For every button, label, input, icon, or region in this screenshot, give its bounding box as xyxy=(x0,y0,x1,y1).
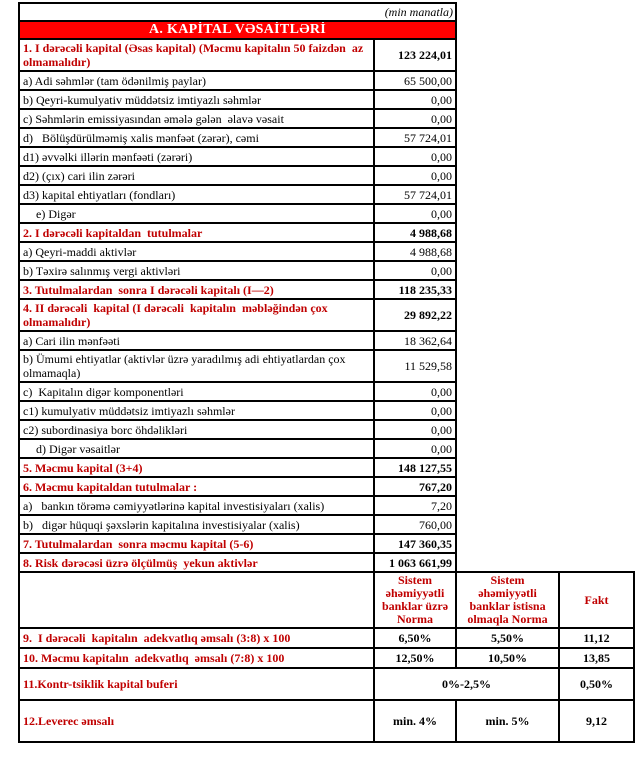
row-value: 11,12 xyxy=(559,628,634,648)
row-label: c1) kumulyativ müddətsiz imtiyazlı səhmlər xyxy=(19,401,374,420)
row-value: 0,00 xyxy=(374,420,456,439)
spacer-cell xyxy=(456,331,634,350)
spacer-cell xyxy=(456,496,634,515)
row-value: min. 4% xyxy=(374,700,456,742)
row-label: 7. Tutulmalardan sonra məcmu kapital (5-6) xyxy=(19,534,374,553)
unit-note: (min manatla) xyxy=(19,3,456,21)
row-value: 0,00 xyxy=(374,90,456,109)
row-label: a) Adi səhmlər (tam ödənilmiş paylar) xyxy=(19,71,374,90)
table-row xyxy=(19,204,634,223)
row-value: 65 500,00 xyxy=(374,71,456,90)
capital-adequacy-table xyxy=(18,2,635,743)
table-row xyxy=(19,90,634,109)
spacer-cell xyxy=(456,204,634,223)
row-label: 4. II dərəcəli kapital (I dərəcəli kapitalın məbləğindən çox olmamalıdır) xyxy=(19,299,374,331)
table-row xyxy=(19,223,634,242)
row-label: 9. I dərəcəli kapitalın adekvatlıq əmsalı (3:8) x 100 xyxy=(19,628,374,648)
row-value: 57 724,01 xyxy=(374,185,456,204)
table-row xyxy=(19,280,634,299)
spacer-cell xyxy=(456,147,634,166)
row-label: b) Ümumi ehtiyatlar (aktivlər üzrə yaradılmış adi ehtiyatlardan çox olmamaqla) xyxy=(19,350,374,382)
row-label: 1. I dərəcəli kapital (Əsas kapital) (Məcmu kapitalın 50 faizdən az olmamalıdır) xyxy=(19,39,374,71)
table-row xyxy=(19,147,634,166)
table-row xyxy=(19,185,634,204)
table-row xyxy=(19,242,634,261)
row-label: b) Təxirə salınmış vergi aktivləri xyxy=(19,261,374,280)
section-banner-title: A. KAPİTAL VƏSAİTLƏRİ xyxy=(19,21,456,39)
row-label: c) Kapitalın digər komponentləri xyxy=(19,382,374,401)
row-value: 0%-2,5% xyxy=(374,668,559,700)
spacer-cell xyxy=(456,3,634,21)
spacer-cell xyxy=(456,420,634,439)
table-row xyxy=(19,420,634,439)
row-label: 2. I dərəcəli kapitaldan tutulmalar xyxy=(19,223,374,242)
table-row xyxy=(19,331,634,350)
row-value: 123 224,01 xyxy=(374,39,456,71)
row-value: 29 892,22 xyxy=(374,299,456,331)
table-row xyxy=(19,128,634,147)
table-row xyxy=(19,439,634,458)
table-row xyxy=(19,166,634,185)
row-label: b) Qeyri-kumulyativ müddətsiz imtiyazlı səhmlər xyxy=(19,90,374,109)
spacer-cell xyxy=(456,90,634,109)
row-label: c) Səhmlərin emissiyasından əmələ gələn əlavə vəsait xyxy=(19,109,374,128)
spacer-cell xyxy=(456,280,634,299)
unit-note-row xyxy=(19,3,634,21)
table-row xyxy=(19,553,634,572)
table-row xyxy=(19,515,634,534)
spacer-cell xyxy=(456,553,634,572)
table-row xyxy=(19,39,634,71)
row-value: 18 362,64 xyxy=(374,331,456,350)
ratio-row xyxy=(19,700,634,742)
table-row xyxy=(19,534,634,553)
row-value: 767,20 xyxy=(374,477,456,496)
ratio-header-row xyxy=(19,572,634,628)
row-label: d2) (çıx) cari ilin zərəri xyxy=(19,166,374,185)
row-value: 0,00 xyxy=(374,204,456,223)
spacer-cell xyxy=(456,350,634,382)
spacer-cell xyxy=(456,185,634,204)
spacer-cell xyxy=(456,166,634,185)
row-label: 5. Məcmu kapital (3+4) xyxy=(19,458,374,477)
row-value: 4 988,68 xyxy=(374,223,456,242)
row-label: e) Digər xyxy=(19,204,374,223)
row-value: 13,85 xyxy=(559,648,634,668)
row-value: 9,12 xyxy=(559,700,634,742)
row-label: 3. Tutulmalardan sonra I dərəcəli kapitalı (I—2) xyxy=(19,280,374,299)
ratio-row xyxy=(19,668,634,700)
row-value: 0,00 xyxy=(374,109,456,128)
table-row xyxy=(19,350,634,382)
row-label: c2) subordinasiya borc öhdəlikləri xyxy=(19,420,374,439)
row-label: 11.Kontr-tsiklik kapital buferi xyxy=(19,668,374,700)
row-value: 12,50% xyxy=(374,648,456,668)
row-value: 5,50% xyxy=(456,628,559,648)
col-header-nonsystemic-norm: Sistem əhəmiyyətli banklar istisna olmaqla Norma xyxy=(456,572,559,628)
row-value: 0,00 xyxy=(374,261,456,280)
row-label: a) Qeyri-maddi aktivlər xyxy=(19,242,374,261)
row-label: 6. Məcmu kapitaldan tutulmalar : xyxy=(19,477,374,496)
row-label: d3) kapital ehtiyatları (fondları) xyxy=(19,185,374,204)
row-label: 12.Leverec əmsalı xyxy=(19,700,374,742)
spacer-cell xyxy=(456,261,634,280)
ratio-row xyxy=(19,628,634,648)
table-row xyxy=(19,382,634,401)
row-value: 0,00 xyxy=(374,382,456,401)
spacer-cell xyxy=(456,401,634,420)
spacer-cell xyxy=(456,477,634,496)
table-row xyxy=(19,71,634,90)
col-header-fact: Fakt xyxy=(559,572,634,628)
section-banner-row xyxy=(19,21,634,39)
row-value: 10,50% xyxy=(456,648,559,668)
row-label: 10. Məcmu kapitalın adekvatlıq əmsalı (7:8) x 100 xyxy=(19,648,374,668)
row-value: 4 988,68 xyxy=(374,242,456,261)
spacer-cell xyxy=(456,39,634,71)
spacer-cell xyxy=(456,299,634,331)
spacer-cell xyxy=(456,515,634,534)
row-value: 7,20 xyxy=(374,496,456,515)
row-value: 57 724,01 xyxy=(374,128,456,147)
row-value: 0,00 xyxy=(374,147,456,166)
row-value: 6,50% xyxy=(374,628,456,648)
row-label: 8. Risk dərəcəsi üzrə ölçülmüş yekun aktivlər xyxy=(19,553,374,572)
row-label: a) Cari ilin mənfəəti xyxy=(19,331,374,350)
table-row xyxy=(19,496,634,515)
spacer-cell xyxy=(456,128,634,147)
row-value: 118 235,33 xyxy=(374,280,456,299)
row-value: 0,00 xyxy=(374,166,456,185)
row-value: 11 529,58 xyxy=(374,350,456,382)
col-header-systemic-norm: Sistem əhəmiyyətli banklar üzrə Norma xyxy=(374,572,456,628)
spacer-cell xyxy=(456,458,634,477)
main-rows xyxy=(19,39,634,572)
row-value: min. 5% xyxy=(456,700,559,742)
spacer-cell xyxy=(456,534,634,553)
row-label: d) Bölüşdürülməmiş xalis mənfəət (zərər), cəmi xyxy=(19,128,374,147)
row-label: a) bankın törəmə cəmiyyətlərinə kapital investisiyaları (xalis) xyxy=(19,496,374,515)
spacer-cell xyxy=(456,439,634,458)
row-value: 147 360,35 xyxy=(374,534,456,553)
row-value: 0,00 xyxy=(374,401,456,420)
spacer-cell xyxy=(456,71,634,90)
ratio-row xyxy=(19,648,634,668)
row-value: 760,00 xyxy=(374,515,456,534)
spacer-cell xyxy=(456,223,634,242)
ratio-rows xyxy=(19,628,634,742)
row-value: 1 063 661,99 xyxy=(374,553,456,572)
spacer-cell xyxy=(456,21,634,39)
row-value: 148 127,55 xyxy=(374,458,456,477)
table-row xyxy=(19,299,634,331)
row-label: b) digər hüquqi şəxslərin kapitalına investisiyalar (xalis) xyxy=(19,515,374,534)
table-row xyxy=(19,458,634,477)
table-row xyxy=(19,109,634,128)
spacer-cell xyxy=(456,109,634,128)
row-label: d) Digər vəsaitlər xyxy=(19,439,374,458)
spacer-cell xyxy=(456,382,634,401)
spacer-cell xyxy=(456,242,634,261)
table-row xyxy=(19,401,634,420)
row-label: d1) əvvəlki illərin mənfəəti (zərəri) xyxy=(19,147,374,166)
table-row xyxy=(19,477,634,496)
ratio-header-empty-cell xyxy=(19,572,374,628)
row-value: 0,00 xyxy=(374,439,456,458)
table-row xyxy=(19,261,634,280)
row-value: 0,50% xyxy=(559,668,634,700)
